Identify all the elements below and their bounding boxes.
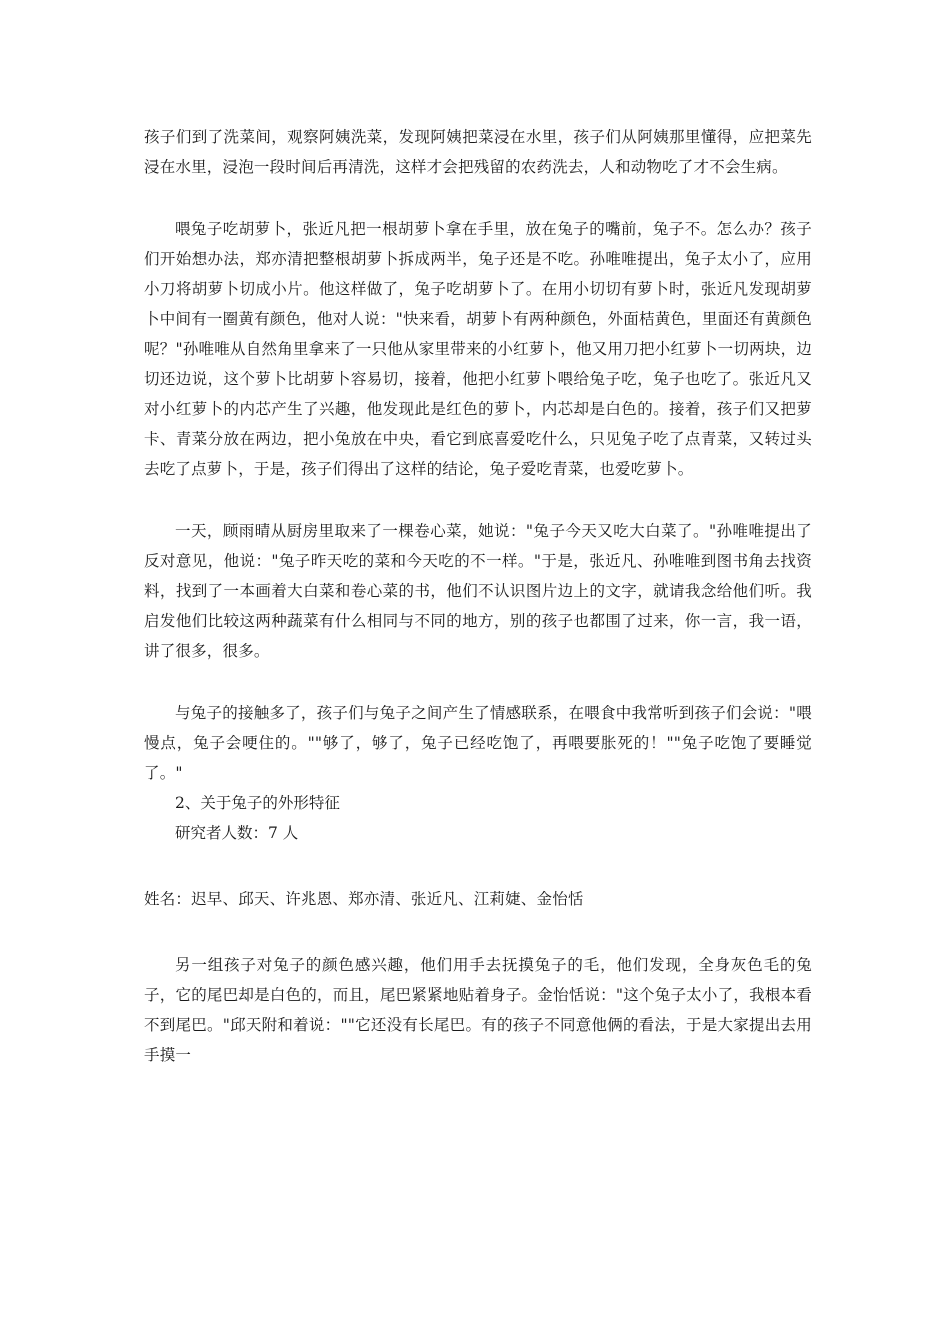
paragraph-washing-vegetables: 孩子们到了洗菜间，观察阿姨洗菜，发现阿姨把菜浸在水里，孩子们从阿姨那里懂得，应把菜先浸在水里，浸泡一段时间后再清洗，这样才会把残留的农药洗去，人和动物吃了才不会生病。 xyxy=(144,128,812,176)
paragraph-feeding-carrots: 喂兔子吃胡萝卜，张近凡把一根胡萝卜拿在手里，放在兔子的嘴前，兔子不。怎么办？孩子们开始想办法，郑亦清把整根胡萝卜拆成两半，兔子还是不吃。孙唯唯提出，兔子太小了，应用小刀将胡萝卜切成小片。他这样做了，兔子吃胡萝卜了。在用小切切有萝卜时，张近凡发现胡萝卜中间有一圈黄有颜色，他对人说："快来看，胡萝卜有两种颜色，外面桔黄色，里面还有黄颜色呢？"孙唯唯从自然角里拿来了一只他从家里带来的小红萝卜，他又用刀把小红萝卜一切两块，边切还边说，这个萝卜比胡萝卜容易切，接着，他把小红萝卜喂给兔子吃，兔子也吃了。张近凡又对小红萝卜的内芯产生了兴趣，他发现此是红色的萝卜，内芯却是白色的。接着，孩子们又把萝卡、青菜分放在两边，把小兔放在中央，看它到底喜爱吃什么，只见兔子吃了点青菜，又转过头去吃了点萝卜，于是，孩子们得出了这样的结论，兔子爱吃青菜，也爱吃萝卜。 xyxy=(144,220,812,478)
researcher-names: 姓名：迟早、邱天、许兆恩、郑亦清、张近凡、江莉婕、金怡恬 xyxy=(144,890,584,908)
paragraph-appearance: 另一组孩子对兔子的颜色感兴趣，他们用手去抚摸兔子的毛，他们发现，全身灰色毛的兔子，它的尾巴却是白色的，而且，尾巴紧紧地贴着身子。金怡恬说："这个兔子太小了，我根本看不到尾巴。"邱天附和着说：""它还没有长尾巴。有的孩子不同意他俩的看法，于是大家提出去用手摸一 xyxy=(144,956,812,1064)
paragraph-emotional-bond: 与兔子的接触多了，孩子们与兔子之间产生了情感联系，在喂食中我常听到孩子们会说："喂慢点，兔子会哽住的。""够了，够了，兔子已经吃饱了，再喂要胀死的！""兔子吃饱了要睡觉了。" xyxy=(144,704,812,782)
document-page xyxy=(144,122,812,1070)
paragraph-cabbage: 一天，顾雨晴从厨房里取来了一棵卷心菜，她说："兔子今天又吃大白菜了。"孙唯唯提出了反对意见，他说："兔子昨天吃的菜和今天吃的不一样。"于是，张近凡、孙唯唯到图书角去找资料，找到了一本画着大白菜和卷心菜的书，他们不认识图片边上的文字，就请我念给他们听。我启发他们比较这两种蔬菜有什么相同与不同的地方，别的孩子也都围了过来，你一言，我一语，讲了很多，很多。 xyxy=(144,522,812,660)
section-heading: 2、关于兔子的外形特征 xyxy=(175,794,340,812)
researcher-count: 研究者人数：7 人 xyxy=(175,824,299,842)
